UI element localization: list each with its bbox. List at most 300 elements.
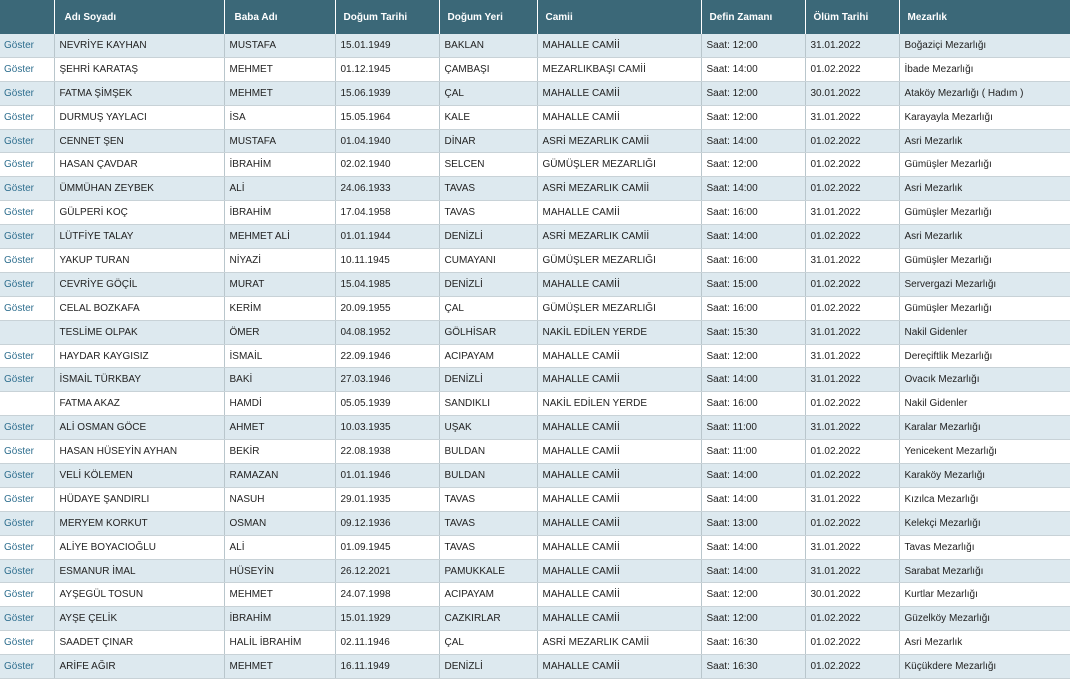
cell-burial-time: Saat: 11:00 — [701, 416, 805, 440]
cell-burial-time: Saat: 12:00 — [701, 344, 805, 368]
show-cell — [0, 225, 54, 249]
cell-father-name: ALİ — [224, 177, 335, 201]
cell-cemetery: Küçükdere Mezarlığı — [899, 655, 1070, 679]
cell-birth-place: ÇAL — [439, 81, 537, 105]
show-link[interactable]: Göster — [4, 637, 35, 649]
show-cell — [0, 105, 54, 129]
show-cell — [0, 511, 54, 535]
cell-cemetery: Gümüşler Mezarlığı — [899, 296, 1070, 320]
cell-burial-time: Saat: 14:00 — [701, 225, 805, 249]
cell-burial-time: Saat: 15:00 — [701, 272, 805, 296]
cell-name: HASAN HÜSEYİN AYHAN — [54, 440, 224, 464]
cell-death-date: 31.01.2022 — [805, 487, 899, 511]
cell-name: NEVRİYE KAYHAN — [54, 34, 224, 57]
cell-name: FATMA AKAZ — [54, 392, 224, 416]
cell-birth-date: 29.01.1935 — [335, 487, 439, 511]
cell-burial-time: Saat: 14:00 — [701, 57, 805, 81]
cell-birth-place: TAVAS — [439, 177, 537, 201]
show-link[interactable]: Göster — [4, 87, 35, 99]
cell-birth-date: 09.12.1936 — [335, 511, 439, 535]
show-link[interactable]: Göster — [4, 374, 35, 386]
cell-birth-date: 17.04.1958 — [335, 201, 439, 225]
cell-birth-place: BAKLAN — [439, 34, 537, 57]
cell-cemetery: Nakil Gidenler — [899, 392, 1070, 416]
table-row — [0, 631, 1070, 655]
cell-birth-place: DİNAR — [439, 129, 537, 153]
show-link[interactable]: Göster — [4, 350, 35, 362]
cell-birth-date: 15.05.1964 — [335, 105, 439, 129]
show-cell — [0, 631, 54, 655]
cell-cemetery: Asri Mezarlık — [899, 177, 1070, 201]
cell-father-name: İSMAİL — [224, 344, 335, 368]
cell-death-date: 31.01.2022 — [805, 320, 899, 344]
cell-burial-time: Saat: 16:00 — [701, 392, 805, 416]
cell-birth-place: DENİZLİ — [439, 225, 537, 249]
cell-mosque: NAKİL EDİLEN YERDE — [537, 320, 701, 344]
cell-birth-date: 15.01.1949 — [335, 34, 439, 57]
cell-cemetery: Gümüşler Mezarlığı — [899, 201, 1070, 225]
cell-cemetery: Sarabat Mezarlığı — [899, 559, 1070, 583]
cell-birth-place: CUMAYANI — [439, 249, 537, 273]
cell-birth-date: 16.11.1949 — [335, 655, 439, 679]
cell-mosque: GÜMÜŞLER MEZARLIĞI — [537, 296, 701, 320]
cell-cemetery: Güzelköy Mezarlığı — [899, 607, 1070, 631]
cell-name: DURMUŞ YAYLACI — [54, 105, 224, 129]
cell-name: CEVRİYE GÖÇİL — [54, 272, 224, 296]
cell-name: MERYEM KORKUT — [54, 511, 224, 535]
cell-name: AYŞE ÇELİK — [54, 607, 224, 631]
cell-cemetery: Karaköy Mezarlığı — [899, 464, 1070, 488]
cell-father-name: BEKİR — [224, 440, 335, 464]
cell-mosque: MAHALLE CAMİİ — [537, 105, 701, 129]
cell-mosque: ASRİ MEZARLIK CAMİİ — [537, 225, 701, 249]
cell-death-date: 01.02.2022 — [805, 272, 899, 296]
cell-father-name: MEHMET ALİ — [224, 225, 335, 249]
cell-death-date: 01.02.2022 — [805, 511, 899, 535]
cell-birth-date: 20.09.1955 — [335, 296, 439, 320]
cell-cemetery: Gümüşler Mezarlığı — [899, 153, 1070, 177]
cell-cemetery: Kızılca Mezarlığı — [899, 487, 1070, 511]
cell-name: GÜLPERİ KOÇ — [54, 201, 224, 225]
table-row — [0, 225, 1070, 249]
cell-death-date: 01.02.2022 — [805, 607, 899, 631]
table-header-row — [0, 0, 1070, 34]
cell-cemetery: Servergazi Mezarlığı — [899, 272, 1070, 296]
show-link[interactable]: Göster — [4, 183, 35, 195]
cell-birth-place: ÇAL — [439, 631, 537, 655]
cell-birth-place: TAVAS — [439, 511, 537, 535]
cell-birth-date: 27.03.1946 — [335, 368, 439, 392]
show-cell — [0, 249, 54, 273]
cell-birth-place: BULDAN — [439, 440, 537, 464]
show-cell — [0, 57, 54, 81]
show-cell — [0, 559, 54, 583]
show-cell — [0, 272, 54, 296]
table-body — [0, 34, 1070, 679]
cell-father-name: İSA — [224, 105, 335, 129]
cell-cemetery: Dereçiftlik Mezarlığı — [899, 344, 1070, 368]
show-link[interactable]: Göster — [4, 469, 35, 481]
cell-birth-date: 01.09.1945 — [335, 535, 439, 559]
cell-birth-date: 24.06.1933 — [335, 177, 439, 201]
show-link[interactable]: Göster — [4, 565, 35, 577]
cell-birth-place: BULDAN — [439, 464, 537, 488]
cell-name: FATMA ŞİMŞEK — [54, 81, 224, 105]
cell-father-name: HÜSEYİN — [224, 559, 335, 583]
table-row — [0, 296, 1070, 320]
table-row — [0, 487, 1070, 511]
cell-mosque: MEZARLIKBAŞI CAMİİ — [537, 57, 701, 81]
cell-burial-time: Saat: 12:00 — [701, 153, 805, 177]
cell-father-name: NASUH — [224, 487, 335, 511]
show-link[interactable]: Göster — [4, 135, 35, 147]
cell-father-name: MEHMET — [224, 57, 335, 81]
show-link[interactable]: Göster — [4, 302, 35, 314]
show-cell — [0, 153, 54, 177]
cell-mosque: MAHALLE CAMİİ — [537, 440, 701, 464]
cell-birth-place: ÇAMBAŞI — [439, 57, 537, 81]
cell-mosque: MAHALLE CAMİİ — [537, 464, 701, 488]
cell-death-date: 01.02.2022 — [805, 655, 899, 679]
cell-cemetery: Asri Mezarlık — [899, 225, 1070, 249]
column-header-birth-place[interactable]: Doğum Yeri — [439, 0, 537, 34]
cell-birth-place: DENİZLİ — [439, 655, 537, 679]
cell-birth-place: SANDIKLI — [439, 392, 537, 416]
cell-cemetery: Ovacık Mezarlığı — [899, 368, 1070, 392]
cell-name: ARİFE AĞIR — [54, 655, 224, 679]
table-row — [0, 368, 1070, 392]
cell-mosque: MAHALLE CAMİİ — [537, 535, 701, 559]
column-header-cemetery[interactable]: Mezarlık — [899, 0, 1070, 34]
cell-death-date: 31.01.2022 — [805, 344, 899, 368]
cell-birth-date: 02.02.1940 — [335, 153, 439, 177]
cell-name: CENNET ŞEN — [54, 129, 224, 153]
cell-father-name: İBRAHİM — [224, 153, 335, 177]
show-link[interactable]: Göster — [4, 278, 35, 290]
show-cell — [0, 201, 54, 225]
cell-burial-time: Saat: 16:30 — [701, 631, 805, 655]
cell-birth-date: 15.01.1929 — [335, 607, 439, 631]
cell-burial-time: Saat: 16:00 — [701, 296, 805, 320]
cell-burial-time: Saat: 12:00 — [701, 34, 805, 57]
column-header-death-date[interactable]: Ölüm Tarihi — [805, 0, 899, 34]
cell-death-date: 01.02.2022 — [805, 129, 899, 153]
show-cell — [0, 344, 54, 368]
cell-cemetery: İbade Mezarlığı — [899, 57, 1070, 81]
cell-name: ŞEHRİ KARATAŞ — [54, 57, 224, 81]
show-cell — [0, 655, 54, 679]
cell-mosque: MAHALLE CAMİİ — [537, 201, 701, 225]
table-row — [0, 559, 1070, 583]
cell-birth-place: DENİZLİ — [439, 368, 537, 392]
cell-death-date: 31.01.2022 — [805, 535, 899, 559]
table-row — [0, 464, 1070, 488]
cell-burial-time: Saat: 11:00 — [701, 440, 805, 464]
show-link[interactable]: Göster — [4, 422, 35, 434]
cell-birth-date: 15.04.1985 — [335, 272, 439, 296]
cell-cemetery: Karalar Mezarlığı — [899, 416, 1070, 440]
cell-birth-date: 24.07.1998 — [335, 583, 439, 607]
cell-name: HASAN ÇAVDAR — [54, 153, 224, 177]
cell-father-name: HAMDİ — [224, 392, 335, 416]
column-header-name[interactable]: Adı Soyadı — [54, 0, 224, 34]
show-link[interactable]: Göster — [4, 254, 35, 266]
cell-death-date: 01.02.2022 — [805, 57, 899, 81]
cell-father-name: BAKİ — [224, 368, 335, 392]
cell-birth-date: 22.08.1938 — [335, 440, 439, 464]
show-cell — [0, 177, 54, 201]
cell-birth-date: 01.04.1940 — [335, 129, 439, 153]
cell-birth-date: 01.01.1944 — [335, 225, 439, 249]
cell-father-name: MEHMET — [224, 655, 335, 679]
show-cell — [0, 607, 54, 631]
cell-death-date: 31.01.2022 — [805, 34, 899, 57]
cell-birth-place: ÇAL — [439, 296, 537, 320]
cell-burial-time: Saat: 14:00 — [701, 129, 805, 153]
cell-name: HAYDAR KAYGISIZ — [54, 344, 224, 368]
cell-name: LÜTFİYE TALAY — [54, 225, 224, 249]
cell-birth-date: 01.01.1946 — [335, 464, 439, 488]
cell-cemetery: Yenicekent Mezarlığı — [899, 440, 1070, 464]
cell-burial-time: Saat: 16:00 — [701, 249, 805, 273]
show-cell — [0, 320, 54, 344]
table-row — [0, 655, 1070, 679]
cell-burial-time: Saat: 12:00 — [701, 81, 805, 105]
cell-mosque: MAHALLE CAMİİ — [537, 416, 701, 440]
show-cell — [0, 535, 54, 559]
table-row — [0, 201, 1070, 225]
cell-birth-place: TAVAS — [439, 535, 537, 559]
cell-death-date: 31.01.2022 — [805, 368, 899, 392]
cell-death-date: 31.01.2022 — [805, 105, 899, 129]
cell-cemetery: Asri Mezarlık — [899, 631, 1070, 655]
cell-mosque: GÜMÜŞLER MEZARLIĞI — [537, 153, 701, 177]
cell-mosque: MAHALLE CAMİİ — [537, 81, 701, 105]
cell-burial-time: Saat: 14:00 — [701, 559, 805, 583]
show-link[interactable]: Göster — [4, 517, 35, 529]
show-cell — [0, 440, 54, 464]
cell-death-date: 01.02.2022 — [805, 464, 899, 488]
cell-burial-time: Saat: 14:00 — [701, 368, 805, 392]
cell-death-date: 01.02.2022 — [805, 440, 899, 464]
cell-name: HÜDAYE ŞANDIRLI — [54, 487, 224, 511]
cell-mosque: MAHALLE CAMİİ — [537, 559, 701, 583]
cell-mosque: MAHALLE CAMİİ — [537, 487, 701, 511]
cell-death-date: 31.01.2022 — [805, 249, 899, 273]
show-cell — [0, 129, 54, 153]
cell-father-name: RAMAZAN — [224, 464, 335, 488]
cell-father-name: MUSTAFA — [224, 34, 335, 57]
cell-burial-time: Saat: 12:00 — [701, 105, 805, 129]
cell-burial-time: Saat: 12:00 — [701, 607, 805, 631]
table-row — [0, 392, 1070, 416]
show-cell — [0, 296, 54, 320]
cell-cemetery: Boğaziçi Mezarlığı — [899, 34, 1070, 57]
show-link[interactable]: Göster — [4, 159, 35, 171]
table-row — [0, 57, 1070, 81]
cell-birth-date: 22.09.1946 — [335, 344, 439, 368]
cell-birth-place: ACIPAYAM — [439, 583, 537, 607]
cell-birth-date: 26.12.2021 — [335, 559, 439, 583]
cell-mosque: MAHALLE CAMİİ — [537, 583, 701, 607]
cell-death-date: 30.01.2022 — [805, 583, 899, 607]
cell-cemetery: Kelekçi Mezarlığı — [899, 511, 1070, 535]
show-link[interactable]: Göster — [4, 231, 35, 243]
table-row — [0, 177, 1070, 201]
cell-death-date: 31.01.2022 — [805, 416, 899, 440]
cell-mosque: MAHALLE CAMİİ — [537, 511, 701, 535]
show-link[interactable]: Göster — [4, 63, 35, 75]
cell-father-name: MEHMET — [224, 583, 335, 607]
cell-death-date: 30.01.2022 — [805, 81, 899, 105]
cell-birth-date: 02.11.1946 — [335, 631, 439, 655]
cell-death-date: 31.01.2022 — [805, 201, 899, 225]
cell-death-date: 01.02.2022 — [805, 153, 899, 177]
cell-death-date: 31.01.2022 — [805, 559, 899, 583]
column-header-burial-time[interactable]: Defin Zamanı — [701, 0, 805, 34]
show-link[interactable]: Göster — [4, 541, 35, 553]
show-cell — [0, 416, 54, 440]
cell-mosque: MAHALLE CAMİİ — [537, 34, 701, 57]
cell-father-name: OSMAN — [224, 511, 335, 535]
cell-cemetery: Ataköy Mezarlığı ( Hadım ) — [899, 81, 1070, 105]
table-row — [0, 440, 1070, 464]
show-link[interactable]: Göster — [4, 661, 35, 673]
cell-cemetery: Tavas Mezarlığı — [899, 535, 1070, 559]
show-cell — [0, 487, 54, 511]
cell-mosque: MAHALLE CAMİİ — [537, 344, 701, 368]
cell-cemetery: Kurtlar Mezarlığı — [899, 583, 1070, 607]
cell-name: ÜMMÜHAN ZEYBEK — [54, 177, 224, 201]
cell-burial-time: Saat: 14:00 — [701, 487, 805, 511]
show-link[interactable]: Göster — [4, 111, 35, 123]
show-link[interactable]: Göster — [4, 446, 35, 458]
table-row — [0, 511, 1070, 535]
show-link[interactable]: Göster — [4, 207, 35, 219]
table-row — [0, 535, 1070, 559]
cell-name: YAKUP TURAN — [54, 249, 224, 273]
column-header-birth-date[interactable]: Doğum Tarihi — [335, 0, 439, 34]
cell-birth-date: 05.05.1939 — [335, 392, 439, 416]
show-cell — [0, 464, 54, 488]
cell-father-name: HALİL İBRAHİM — [224, 631, 335, 655]
table-row — [0, 249, 1070, 273]
cell-name: CELAL BOZKAFA — [54, 296, 224, 320]
cell-name: TESLİME OLPAK — [54, 320, 224, 344]
cell-birth-place: DENİZLİ — [439, 272, 537, 296]
cell-burial-time: Saat: 16:30 — [701, 655, 805, 679]
cell-burial-time: Saat: 15:30 — [701, 320, 805, 344]
cell-birth-place: CAZKIRLAR — [439, 607, 537, 631]
column-header-father[interactable]: Baba Adı — [224, 0, 335, 34]
show-cell — [0, 392, 54, 416]
cell-father-name: MUSTAFA — [224, 129, 335, 153]
cell-father-name: ÖMER — [224, 320, 335, 344]
table-row — [0, 81, 1070, 105]
cell-father-name: İBRAHİM — [224, 607, 335, 631]
table-row — [0, 34, 1070, 57]
cell-birth-place: TAVAS — [439, 201, 537, 225]
cell-birth-date: 15.06.1939 — [335, 81, 439, 105]
show-link[interactable]: Göster — [4, 613, 35, 625]
cell-birth-place: GÖLHİSAR — [439, 320, 537, 344]
cell-name: VELİ KÖLEMEN — [54, 464, 224, 488]
cell-birth-place: PAMUKKALE — [439, 559, 537, 583]
cell-cemetery: Karayayla Mezarlığı — [899, 105, 1070, 129]
show-cell — [0, 368, 54, 392]
cell-birth-place: TAVAS — [439, 487, 537, 511]
cell-birth-date: 10.11.1945 — [335, 249, 439, 273]
cell-mosque: ASRİ MEZARLIK CAMİİ — [537, 631, 701, 655]
table-row — [0, 607, 1070, 631]
cell-name: ALİYE BOYACIOĞLU — [54, 535, 224, 559]
show-cell — [0, 583, 54, 607]
cell-father-name: ALİ — [224, 535, 335, 559]
table-row — [0, 153, 1070, 177]
cell-name: ALİ OSMAN GÖCE — [54, 416, 224, 440]
cell-birth-date: 01.12.1945 — [335, 57, 439, 81]
cell-name: SAADET ÇINAR — [54, 631, 224, 655]
show-cell — [0, 81, 54, 105]
cell-mosque: GÜMÜŞLER MEZARLIĞI — [537, 249, 701, 273]
cell-name: İSMAİL TÜRKBAY — [54, 368, 224, 392]
cell-mosque: MAHALLE CAMİİ — [537, 368, 701, 392]
cell-father-name: NİYAZİ — [224, 249, 335, 273]
cell-cemetery: Nakil Gidenler — [899, 320, 1070, 344]
cell-mosque: MAHALLE CAMİİ — [537, 607, 701, 631]
cell-father-name: MURAT — [224, 272, 335, 296]
cell-burial-time: Saat: 12:00 — [701, 583, 805, 607]
cell-birth-date: 04.08.1952 — [335, 320, 439, 344]
cell-father-name: KERİM — [224, 296, 335, 320]
show-link[interactable]: Göster — [4, 589, 35, 601]
cell-mosque: MAHALLE CAMİİ — [537, 655, 701, 679]
table-row — [0, 416, 1070, 440]
column-header-mosque[interactable]: Camii — [537, 0, 701, 34]
cell-burial-time: Saat: 14:00 — [701, 177, 805, 201]
cell-mosque: MAHALLE CAMİİ — [537, 272, 701, 296]
cell-father-name: MEHMET — [224, 81, 335, 105]
table-row — [0, 344, 1070, 368]
cell-birth-place: ACIPAYAM — [439, 344, 537, 368]
table-row — [0, 583, 1070, 607]
cell-cemetery: Asri Mezarlık — [899, 129, 1070, 153]
cell-burial-time: Saat: 13:00 — [701, 511, 805, 535]
cell-birth-place: UŞAK — [439, 416, 537, 440]
cell-death-date: 01.02.2022 — [805, 631, 899, 655]
cell-father-name: İBRAHİM — [224, 201, 335, 225]
cell-cemetery: Gümüşler Mezarlığı — [899, 249, 1070, 273]
cell-death-date: 01.02.2022 — [805, 392, 899, 416]
cell-mosque: ASRİ MEZARLIK CAMİİ — [537, 177, 701, 201]
cell-mosque: ASRİ MEZARLIK CAMİİ — [537, 129, 701, 153]
cell-burial-time: Saat: 16:00 — [701, 201, 805, 225]
show-cell — [0, 34, 54, 57]
show-link[interactable]: Göster — [4, 39, 35, 51]
show-link[interactable]: Göster — [4, 493, 35, 505]
table-row — [0, 320, 1070, 344]
cell-father-name: AHMET — [224, 416, 335, 440]
cell-death-date: 01.02.2022 — [805, 177, 899, 201]
cell-mosque: NAKİL EDİLEN YERDE — [537, 392, 701, 416]
table-row — [0, 129, 1070, 153]
cell-burial-time: Saat: 14:00 — [701, 535, 805, 559]
table-row — [0, 105, 1070, 129]
column-header-show — [0, 0, 54, 34]
cell-name: AYŞEGÜL TOSUN — [54, 583, 224, 607]
cell-birth-place: SELCEN — [439, 153, 537, 177]
cell-birth-date: 10.03.1935 — [335, 416, 439, 440]
